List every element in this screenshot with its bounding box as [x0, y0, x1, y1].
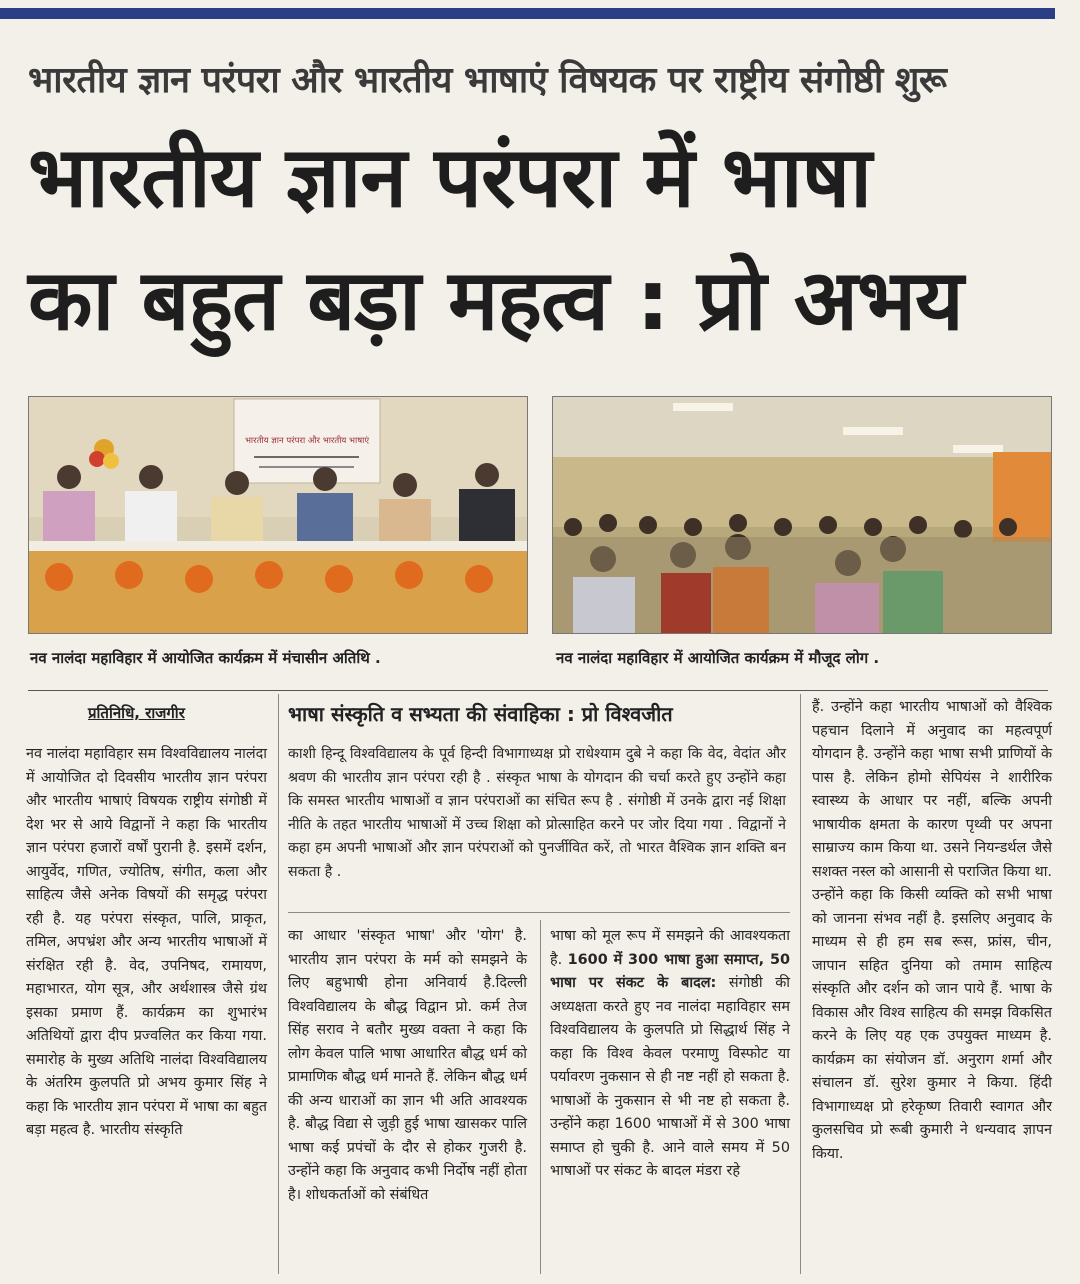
article-text-lead: भाषा को मूल रूप में समझने की आवश्यकता है.	[550, 928, 790, 968]
left-photo-caption: नव नालंदा महाविहार में आयोजित कार्यक्रम में मंचासीन अतिथि .	[30, 649, 381, 667]
right-photo-caption: नव नालंदा महाविहार में आयोजित कार्यक्रम में मौजूद लोग .	[556, 649, 880, 667]
column-rule	[800, 694, 801, 1274]
article-text	[550, 925, 790, 1184]
article-text-rest: संगोष्ठी की अध्यक्षता करते हुए नव नालंदा महाविहार सम विश्वविद्यालय के कुलपति प्रो सिद्धार्थ सिंह ने कहा कि विश्व केवल परमाणु विस्फोट या पर्यावरण नुकसान से ही नष्ट नहीं हो सकता है. भाषाओं के नुकसान से भी नष्ट हो सकता है. उन्होंने कहा 1600 भाषाओं में से 300 भाषा समाप्त हो चुकी है. आने वाले समय में 50 भाषाओं पर संकट के बादल मंडरा रहे	[550, 975, 790, 1179]
subheadline: भाषा संस्कृति व सभ्यता की संवाहिका : प्रो विश्वजीत	[288, 702, 673, 726]
inline-subhead: 1600 में 300 भाषा हुआ समाप्त, 50 भाषा पर संकट के बादल:	[550, 951, 790, 991]
byline: प्रतिनिधि, राजगीर	[88, 704, 185, 722]
intro-divider	[288, 912, 790, 913]
audience-photo	[552, 396, 1052, 634]
top-color-rule	[0, 8, 1055, 19]
column-rule	[540, 920, 541, 1274]
section-divider	[28, 690, 1048, 691]
kicker-headline: भारतीय ज्ञान परंपरा और भारतीय भाषाएं विषयक पर राष्ट्रीय संगोष्ठी शुरू	[28, 60, 947, 101]
article-text: काशी हिन्दू विश्वविद्यालय के पूर्व हिन्दी विभागाध्यक्ष प्रो राधेश्याम दुबे ने कहा कि वेद, वेदांत और श्रवण की भारतीय ज्ञान परंपरा रही है . संस्कृत भाषा के योगदान की चर्चा करते हुए उन्होंने कहा कि समस्त भारतीय भाषाओं व ज्ञान परंपराओं का संचित रूप है . संगोष्ठी में उनके द्वारा नई शिक्षा नीति के तहत भारतीय भाषाओं में उच्च शिक्षा को प्रोत्साहित करने पर जोर दिया गया . विद्वानों ने कहा हम अपनी भाषाओं और ज्ञान परंपराओं को पुनर्जीवित करें, तो भारत वैश्विक ज्ञान शक्ति बन सकता है .	[288, 746, 786, 880]
main-headline-line-1: भारतीय ज्ञान परंपरा में भाषा	[28, 128, 871, 226]
column-rule	[278, 694, 279, 1274]
article-text: हैं. उन्होंने कहा भारतीय भाषाओं को वैश्विक पहचान दिलाने में अनुवाद का महत्वपूर्ण योगदान है. उन्होंने कहा भाषा सभी प्राणियों के पास है. लेकिन होमो सेपियंस ने शारीरिक स्वास्थ्य के आधार पर नहीं, बल्कि अपनी भाषायीक क्षमता के कारण पृथ्वी पर अपना साम्राज्य काम किया था. उसने नियन्डर्थल जैसे सशक्त नस्ल को आसानी से पराजित किया था. उन्होंने कहा कि किसी व्यक्ति को सभी भाषा को जानना संभव नहीं है. इसलिए अनुवाद के माध्यम से ही हम सब रूस, फ्रांस, चीन, जापान सहित दुनिया को तमाम साहित्य संस्कृति और दर्शन को जान पाये हैं. भाषा के विकास और विश्व साहित्य की समझ विकसित करने के लिए यह एक उपयुक्त माध्यम है. कार्यक्रम का संयोजन डॉ. अनुराग शर्मा और संचालन डॉ. सुरेश कुमार ने किया. हिंदी विभागाध्यक्ष प्रो हरेकृष्ण तिवारी स्वागत और कुलसचिव प्रो रूबी कुमारी ने धन्यवाद ज्ञापन किया.	[812, 699, 1052, 1162]
banner-text: भारतीय ज्ञान परंपरा और भारतीय भाषाएं	[244, 436, 370, 446]
article-column-2	[288, 925, 527, 1207]
intro-paragraph	[288, 743, 786, 884]
article-column-3	[550, 925, 790, 1184]
main-headline-line-2: का बहुत बड़ा महत्व : प्रो अभय	[28, 251, 963, 349]
article-column-4	[812, 696, 1052, 1166]
article-column-1	[26, 743, 267, 1143]
article-text: नव नालंदा महाविहार सम विश्वविद्यालय नालंदा में आयोजित दो दिवसीय भारतीय ज्ञान परंपरा और भारतीय भाषाएं विषयक राष्ट्रीय संगोष्ठी में देश भर से आये विद्वानों ने कहा कि भारतीय ज्ञान परंपरा हजारों वर्षों पुरानी है. इसमें दर्शन, आयुर्वेद, गणित, ज्योतिष, संगीत, कला और साहित्य जैसे अनेक विषयों की समृद्ध परंपरा रही है. यह परंपरा संस्कृत, पालि, प्राकृत, तमिल, अपभ्रंश और अन्य भारतीय भाषाओं में संरक्षित रही है. वेद, उपनिषद, रामायण, महाभारत, योग सूत्र, और अर्थशास्त्र जैसे ग्रंथ इसका प्रमाण हैं. कार्यक्रम का शुभारंभ अतिथियों द्वारा दीप प्रज्वलित कर किया गया. समारोह के मुख्य अतिथि नालंदा विश्वविद्यालय के अंतरिम कुलपति प्रो अभय कुमार सिंह ने कहा कि भारतीय ज्ञान परंपरा में भाषा का बहुत बड़ा महत्व है. भारतीय संस्कृति	[26, 746, 267, 1138]
article-text: का आधार 'संस्कृत भाषा' और 'योग' है. भारतीय ज्ञान परंपरा के मर्म को समझने के लिए बहुभाषी होना अनिवार्य है.दिल्ली विश्वविद्यालय के बौद्ध विद्वान प्रो. कर्म तेज सिंह सराव ने बतौर मुख्य वक्ता ने कहा कि लोग केवल पालि भाषा आधारित बौद्ध धर्म को प्रामाणिक बौद्ध धर्म मानते हैं. लेकिन बौद्ध धर्म की अन्य धाराओं का ज्ञान भी अति आवश्यक है. बौद्ध विद्या से जुड़ी हुई भाषा खासकर पालि भाषा कई प्रपंचों के दौर से होकर गुजरी है. उन्होंने कहा कि अनुवाद कभी निर्दोष नहीं होता है। शोधकर्ताओं को संबंधित	[288, 928, 527, 1203]
stage-guests-photo	[28, 396, 528, 634]
